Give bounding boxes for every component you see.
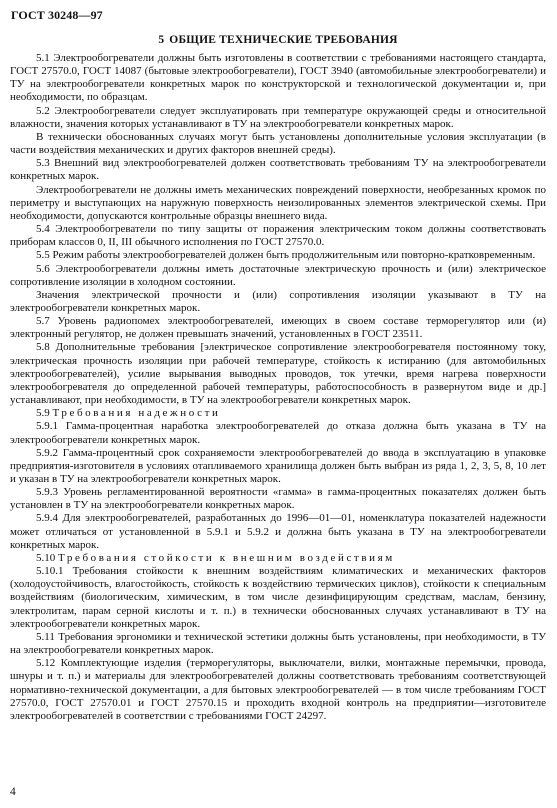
paragraph-5-6: 5.6 Электрообогреватели должны иметь достаточные электрическую прочность и (или) электрическое сопротивление изоляции в холодном состоянии. [10, 262, 546, 288]
paragraph-5-5: 5.5 Режим работы электрообогревателей должен быть продолжительным или повторно-кратковременным. [36, 249, 536, 262]
page-number: 4 [10, 786, 16, 798]
paragraph-5-1: 5.1 Электрообогреватели должны быть изготовлены в соответствии с требованиями настоящего стандарта, ГОСТ 27570.0, ГОСТ 14087 (бытовые электрообогреватели), ГОСТ 3940 (автомобильные электрообогреватели) и ТУ на электрообогреватели конкретных марок по конструкторской и технологической документации и, при необходимости, по образцам. [10, 52, 546, 104]
paragraph-5-2-note: В технически обоснованных случаях могут быть установлены дополнительные условия эксплуатации (в части воздействия механических и других факторов внешней среды). [10, 130, 546, 157]
subsection-number: 5.9 [36, 407, 50, 420]
paragraph-5-2: 5.2 Электрообогреватели следует эксплуатировать при температуре окружающей среды и относительной влажности, значения которых устанавливают в ТУ на электрообогреватели конкретных марок. [10, 104, 546, 130]
paragraph-5-6-note: Значения электрической прочности и (или) сопротивления изоляции указывают в ТУ на электрообогреватели конкретных марок. [10, 288, 546, 314]
paragraph-5-9-1: 5.9.1 Гамма-процентная наработка электрообогревателей до отказа должна быть указана в ТУ на электрообогреватели конкретных марок. [10, 420, 546, 446]
paragraph-5-12: 5.12 Комплектующие изделия (терморегуляторы, выключатели, вилки, монтажные перемычки, провода, шнуры и т. п.) и материалы для электрообогревателей должны соответствовать требованиям соответствующей нормативно-технической документации, а для бытовых электрообогревателей — в том числе требованиям ГОСТ 27570.0, ГОСТ 27570.01 и ГОСТ 27570.15 и проходить входной контроль на предприятии—изготовителе электрообогревателей в соответствии с требованиями ГОСТ 24297. [10, 657, 546, 722]
paragraph-5-11: 5.11 Требования эргономики и технической эстетики должны быть установлены, при необходимости, в ТУ на электрообогреватели конкретных марок. [10, 630, 546, 657]
paragraph-5-3: 5.3 Внешний вид электрообогревателей должен соответствовать требованиям ТУ на электрообогреватели конкретных марок. [10, 157, 546, 183]
paragraph-5-7: 5.7 Уровень радиопомех электрообогревателей, имеющих в своем составе терморегулятор или (и) электронный регулятор, не должен превышать значений, установленных в ГОСТ 23511. [10, 315, 546, 341]
paragraph-5-8: 5.8 Дополнительные требования [электрическое сопротивление электрообогревателя постоянному току, электрическая прочность изоляции при рабочей температуре, стойкость к истиранию (для автомобильных электрообогревателей), усилие вырывания выводных проводов, ток утечки, время нагрева поверхности электрообогревателя до определенной рабочей температуры, работоспособность в развернутом виде и др.] устанавливают, при необходимости, в ТУ на электрообогреватели конкретных марок. [10, 341, 546, 407]
section-number: 5 [158, 34, 165, 46]
running-header: ГОСТ 30248—97 [11, 8, 103, 22]
paragraph-5-9-2: 5.9.2 Гамма-процентный срок сохраняемости электрообогревателей до ввода в эксплуатацию в упаковке предприятия-изготовителя в условиях отапливаемого хранилища должен быть выбран из ряда 1, 2, 3, 5, 8, 10 лет и указан в ТУ на электрообогреватели конкретных марок. [10, 446, 546, 485]
paragraph-5-3-note: Электрообогреватели не должны иметь механических повреждений поверхности, необрезанных кромок по периметру и выступающих на наружную поверхность неизолированных элементов электрической схемы. При необходимости, допускаются контрольные образцы внешнего вида. [10, 183, 546, 222]
subsection-title: Требования надежности [52, 407, 221, 420]
subsection-number: 5.10 [36, 551, 56, 564]
paragraph-5-9-3: 5.9.3 Уровень регламентированной вероятности «гамма» в гамма-процентных показателях должен быть установлен в ТУ на электрообогреватели конкретных марок. [10, 486, 546, 512]
paragraph-5-4: 5.4 Электрообогреватели по типу защиты от поражения электрическим током должны соответствовать приборам классов 0, II, III обычного исполнения по ГОСТ 27570.0. [10, 223, 546, 249]
paragraph-5-10-1: 5.10.1 Требования стойкости к внешним воздействиям климатических и механических факторов (холодоустойчивость, влагостойкость, стойкость к воздействию термических циклов), стойкости к специальным воздействиям (биологическим, химическим, в том числе дезинфицирующим средствам, маслам, бензину, электролитам, парам серной кислоты и т. п.) в технически обоснованных случаях устанавливают в ТУ на электрообогреватели конкретных марок. [10, 565, 546, 630]
subsection-heading-resistance [10, 552, 546, 565]
section-title: ОБЩИЕ ТЕХНИЧЕСКИЕ ТРЕБОВАНИЯ [169, 34, 398, 46]
paragraph-5-9-4: 5.9.4 Для электрообогревателей, разработанных до 1996—01—01, номенклатура показателей надежности может отличаться от установленной в 5.9.1 и 5.9.2 и должна быть указана в ТУ на электрообогреватели конкретных марок. [10, 512, 546, 551]
page-body [10, 34, 546, 723]
subsection-title: Требования стойкости к внешним воздействиям [58, 551, 395, 564]
section-heading [10, 34, 546, 46]
subsection-heading-reliability [10, 407, 546, 420]
